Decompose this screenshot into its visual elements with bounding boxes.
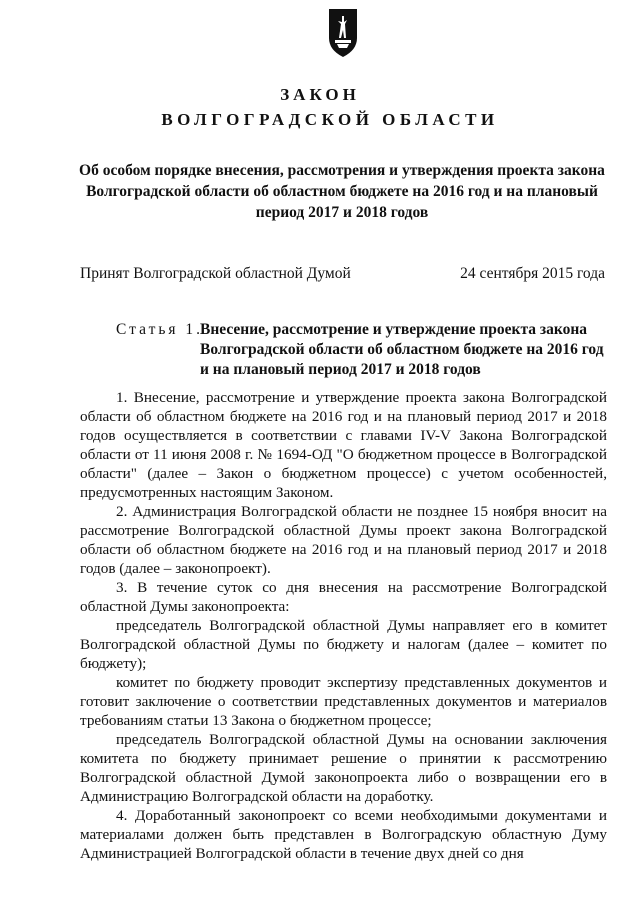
adoption-line [80, 265, 605, 283]
paragraph: комитет по бюджету проводит экспертизу представленных документов и готовит заключение о соответствии представленных документов и материалов требованиям статьи 13 Закона о бюджетном процессе; [80, 674, 607, 729]
law-region-title: ВОЛГОГРАДСКОЙ ОБЛАСТИ [161, 110, 499, 129]
paragraph: 4. Доработанный законопроект со всеми необходимыми документами и материалами должен быть представлен в Волгоградскую областную Думу Администрацией Волгоградской области в течение двух дней со дня [80, 807, 607, 862]
article-label: Статья 1. [116, 321, 204, 338]
article-title: Внесение, рассмотрение и утверждение проекта закона Волгоградской области об областном бюджете на 2016 год и на плановый период 2017 и 2018 годов [200, 321, 604, 378]
adoption-date: 24 сентября 2015 года [460, 265, 605, 282]
law-subtitle: Об особом порядке внесения, рассмотрения и утверждения проекта закона Волгоградской области об областном бюджете на 2016 год и на плановый период 2017 и 2018 годов [79, 162, 605, 221]
paragraph: председатель Волгоградской областной Думы на основании заключения комитета по бюджету принимает решение о принятии к рассмотрению Волгоградской областной Думой законопроекта либо о возвращении его в Администрацию Волгоградской области на доработку. [80, 731, 607, 805]
paragraph: 1. Внесение, рассмотрение и утверждение проекта закона Волгоградской области об областном бюджете на 2016 год и на плановый период 2017 и 2018 годов осуществляется в соответствии с главами IV-V Закона Волгоградской области от 11 июня 2008 г. № 1694-ОД "О бюджетном процессе в Волгоградской области" (далее – Закон о бюджетном процессе) с учетом особенностей, предусмотренных настоящим Законом. [80, 389, 607, 501]
paragraph: председатель Волгоградской областной Думы направляет его в комитет Волгоградской областной Думы по бюджету и налогам (далее – комитет по бюджету); [80, 617, 607, 672]
article-body [80, 388, 607, 863]
paragraph: 2. Администрация Волгоградской области не позднее 15 ноября вносит на рассмотрение Волгоградской областной Думы проект закона Волгоградской области об областном бюджете на 2016 год и на плановый период 2017 и 2018 годов (далее – законопроект). [80, 503, 607, 577]
coat-of-arms-icon [328, 8, 358, 58]
paragraph: 3. В течение суток со дня внесения на рассмотрение Волгоградской областной Думы законопроекта: [80, 579, 607, 615]
law-title: ЗАКОН [280, 85, 360, 104]
adopted-by: Принят Волгоградской областной Думой [80, 265, 351, 282]
